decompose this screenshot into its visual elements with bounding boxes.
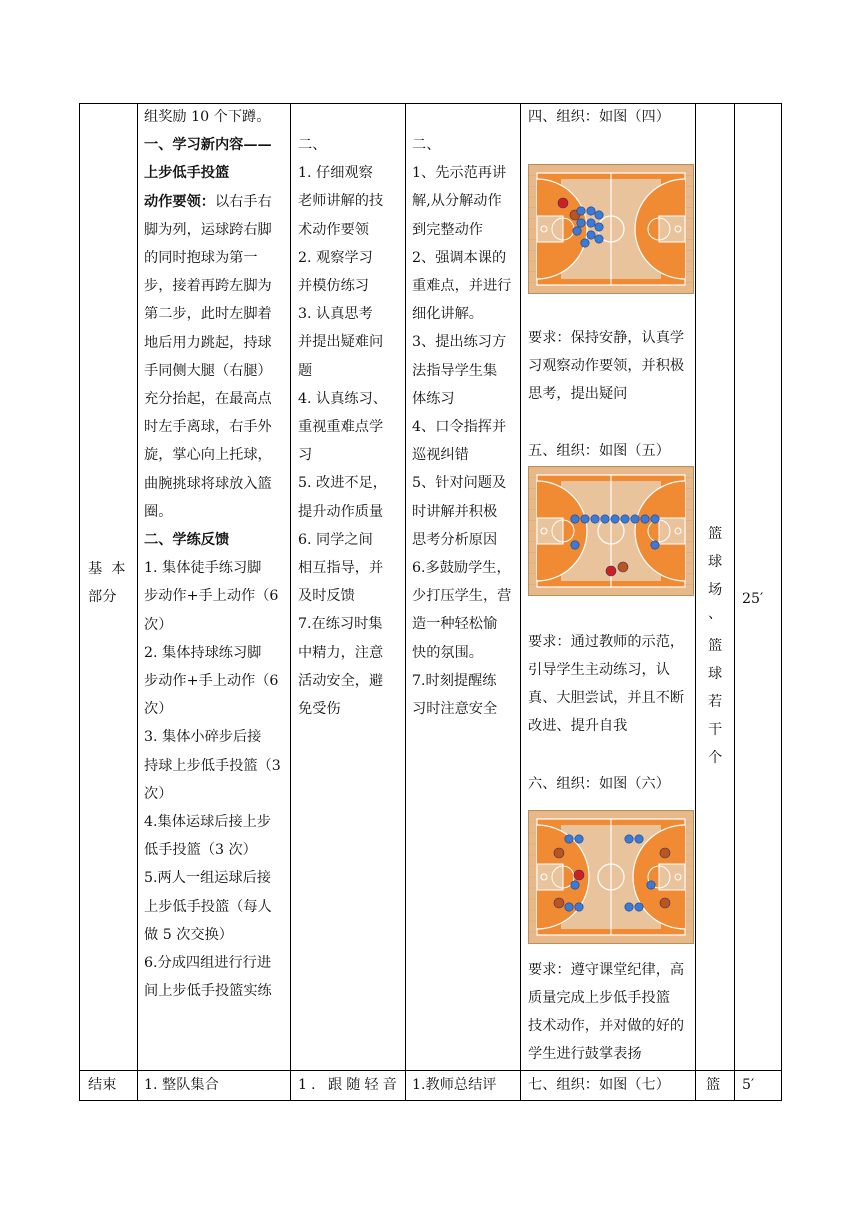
requirement-5-line: 真、大胆尝试，并且不断 <box>528 690 685 706</box>
teacher-activity-line: 巡视纠错 <box>412 447 469 464</box>
ball-icon <box>618 562 628 572</box>
student-marker <box>571 881 579 889</box>
teacher-activity-line: 思考分析原因 <box>412 531 498 548</box>
student-marker <box>595 223 603 231</box>
col-border <box>695 103 696 1101</box>
requirement-5-line: 要求：通过教师的示范， <box>528 634 685 650</box>
content-line: 第二步，此时左脚着 <box>144 306 272 323</box>
time-basic: 25′ <box>742 591 764 607</box>
content-line: 一、学习新内容—— <box>144 137 272 154</box>
teacher-marker <box>606 566 616 576</box>
col-border <box>137 103 138 1101</box>
content-line: 低手投篮（3 次） <box>144 842 257 859</box>
student-marker <box>631 515 639 523</box>
student-activity-line: 习 <box>298 447 313 464</box>
equipment-end: 篮 <box>706 1077 721 1093</box>
ball-icon <box>554 898 564 908</box>
student-marker <box>577 219 585 227</box>
section-label-end: 结束 <box>88 1077 117 1093</box>
student-marker <box>587 231 595 239</box>
student-activity-line: 老师讲解的技 <box>298 193 384 210</box>
teacher-activity-line: 法指导学生集 <box>412 362 498 379</box>
teacher-activity-line: 重难点，并进行 <box>412 278 512 294</box>
student-marker <box>591 515 599 523</box>
content-line: 2. 集体持球练习脚 <box>144 644 262 661</box>
col-border <box>405 103 406 1101</box>
content-line: 持球上步低手投篮（3 <box>144 757 281 774</box>
teacher-marker <box>558 198 568 208</box>
student-marker <box>601 515 609 523</box>
teacher-activity-line: 造一种轻松愉 <box>412 616 498 633</box>
student-activity-line: 3. 认真思考 <box>298 306 373 323</box>
content-line: 曲腕挑球将球放入篮 <box>144 475 272 492</box>
content-line: 的同时抱球为第一 <box>144 250 258 266</box>
student-marker <box>581 515 589 523</box>
requirement-4-line: 要求：保持安静，认真学 <box>528 330 685 346</box>
content-line: 手同侧大腿（右腿） <box>144 362 272 379</box>
equipment-char: 若 <box>708 694 723 710</box>
student-activity-line: 提升动作质量 <box>298 503 384 520</box>
court-diagram-6 <box>528 810 694 944</box>
student-marker <box>575 903 583 911</box>
student-marker <box>571 541 579 549</box>
student-activity-line: 中精力，注意 <box>298 644 384 661</box>
court-diagram-5 <box>528 466 694 596</box>
student-activity-line: 重视重难点学 <box>298 419 384 435</box>
student-activity-line: 1. 仔细观察 <box>298 165 373 182</box>
teacher-activity-line: 3、提出练习方 <box>412 334 507 351</box>
requirement-6-line: 技术动作，并对做的好的 <box>528 1018 685 1034</box>
content-line: 地后用力跳起，持球 <box>144 334 272 351</box>
student-marker <box>573 227 581 235</box>
student-marker <box>595 235 603 243</box>
content-line <box>144 188 272 216</box>
content-line: 次） <box>144 785 173 802</box>
content-line: 圈。 <box>144 503 173 520</box>
student-marker <box>651 541 659 549</box>
student-activity-line: 并提出疑难问 <box>298 334 384 351</box>
teacher-activity-line: 少打压学生，营 <box>412 588 512 605</box>
content-line: 次） <box>144 701 173 718</box>
ball-icon <box>660 898 670 908</box>
content-line: 充分抬起，在最高点 <box>144 391 272 407</box>
teacher-activity-line: 细化讲解。 <box>412 306 483 323</box>
student-activity-line: 相互指导，并 <box>298 560 384 576</box>
student-activity-line: 4. 认真练习、 <box>298 390 387 407</box>
organization-4-label: 四、组织：如图（四） <box>528 109 670 125</box>
equipment-char: 个 <box>708 750 723 766</box>
content-line: 3. 集体小碎步后接 <box>144 729 262 746</box>
content-line: 上步低手投篮（每人 <box>144 898 272 915</box>
table-bottom-border <box>79 1100 781 1101</box>
student-activity-line: 术动作要领 <box>298 221 369 238</box>
student-marker <box>635 903 643 911</box>
student-activity-line: 二、 <box>298 137 327 153</box>
content-line: 步动作+手上动作（6 <box>144 588 279 605</box>
content-line: 4.集体运球后接上步 <box>144 814 272 830</box>
student-marker <box>625 835 633 843</box>
requirement-4-line: 习观察动作要领，并积极 <box>528 358 685 374</box>
student-marker <box>641 515 649 523</box>
ball-icon <box>660 848 670 858</box>
organization-6-label: 六、组织：如图（六） <box>528 776 670 792</box>
student-marker <box>581 239 589 247</box>
student-marker <box>577 207 585 215</box>
student-marker <box>651 515 659 523</box>
content-line: 组奖励 10 个下蹲。 <box>144 109 271 125</box>
equipment-char: 、 <box>708 606 723 622</box>
student-activity-line: 5. 改进不足， <box>298 475 387 492</box>
teacher-activity-line: 时讲解并积极 <box>412 503 498 520</box>
content-line: 次） <box>144 616 173 633</box>
student-marker <box>587 207 595 215</box>
student-activity-line: 2. 观察学习 <box>298 249 373 266</box>
student-activity-line: 及时反馈 <box>298 588 355 605</box>
ball-icon <box>554 848 564 858</box>
section-label-basic: 基 本 <box>88 561 126 577</box>
essentials-label: 动作要领： <box>144 193 215 210</box>
teacher-activity-line: 5、针对问题及 <box>412 475 507 492</box>
student-activity-line: 题 <box>298 362 313 379</box>
organization-7-label: 七、组织：如图（七） <box>528 1077 670 1093</box>
teacher-activity-line: 二、 <box>412 137 441 153</box>
content-line: 5.两人一组运球后接 <box>144 870 272 887</box>
end-content: 1. 整队集合 <box>144 1077 219 1093</box>
organization-5-label: 五、组织：如图（五） <box>528 443 670 459</box>
equipment-char: 球 <box>708 666 723 682</box>
teacher-activity-line: 4、口令指挥并 <box>412 419 507 435</box>
requirement-4-line: 思考，提出疑问 <box>528 386 628 402</box>
court-diagram-4 <box>528 164 694 294</box>
student-activity-line: 6. 同学之间 <box>298 531 373 548</box>
teacher-activity-line: 习时注意安全 <box>412 701 498 717</box>
content-line: 步动作+手上动作（6 <box>144 673 279 689</box>
content-line: 脚为列，运球跨右脚 <box>144 221 272 238</box>
student-marker <box>635 835 643 843</box>
col-border <box>520 103 521 1101</box>
student-marker <box>565 835 573 843</box>
student-marker <box>611 515 619 523</box>
student-activity-line: 免受伤 <box>298 701 341 717</box>
student-marker <box>595 211 603 219</box>
content-line: 时左手离球，右手外 <box>144 419 272 436</box>
teacher-activity-line: 1、先示范再讲 <box>412 165 507 182</box>
equipment-char: 场 <box>708 582 723 598</box>
requirement-5-line: 改进、提升自我 <box>528 718 628 734</box>
student-marker <box>565 903 573 911</box>
content-line: 1. 集体徒手练习脚 <box>144 560 262 577</box>
content-line: 二、学练反馈 <box>144 532 230 548</box>
content-line: 6.分成四组进行行进 <box>144 955 272 971</box>
section-label-basic-2: 部分 <box>88 589 117 605</box>
equipment-char: 篮 <box>708 526 723 542</box>
teacher-activity-line: 2、强调本课的 <box>412 249 507 266</box>
student-marker <box>587 219 595 227</box>
requirement-5-line: 引导学生主动练习，认 <box>528 662 670 678</box>
content-line: 步，接着再跨左脚为 <box>144 278 272 295</box>
student-marker <box>625 903 633 911</box>
equipment-char: 干 <box>708 722 723 738</box>
teacher-activity-line: 快的氛围。 <box>412 644 483 661</box>
student-activity-line: 并模仿练习 <box>298 278 369 294</box>
teacher-marker <box>574 870 584 880</box>
requirement-6-line: 学生进行鼓掌表扬 <box>528 1046 642 1062</box>
content-line: 间上步低手投篮实练 <box>144 983 272 1000</box>
col-border <box>290 103 291 1101</box>
content-line: 上步低手投篮 <box>144 165 230 182</box>
student-marker <box>647 881 655 889</box>
student-marker <box>621 515 629 523</box>
student-activity-line: 活动安全，避 <box>298 672 384 689</box>
equipment-char: 篮 <box>708 638 723 654</box>
equipment-char: 球 <box>708 554 723 570</box>
col-border <box>734 103 735 1101</box>
requirement-6-line: 要求：遵守课堂纪律，高 <box>528 962 685 978</box>
requirement-6-line: 质量完成上步低手投篮 <box>528 990 670 1006</box>
student-marker <box>571 515 579 523</box>
col-border <box>79 103 80 1101</box>
col-border <box>781 103 782 1101</box>
content-line: 做 5 次交换） <box>144 926 233 943</box>
teacher-activity-line: 6.多鼓励学生， <box>412 560 511 576</box>
end-student-activity: 1. 跟随轻音 <box>298 1077 401 1093</box>
student-activity-line: 7.在练习时集 <box>298 616 383 633</box>
teacher-activity-line: 体练习 <box>412 390 455 407</box>
essentials-text: 以右手右 <box>214 193 272 210</box>
teacher-activity-line: 7.时刻提醒练 <box>412 672 497 689</box>
end-teacher-activity: 1.教师总结评 <box>412 1077 497 1093</box>
student-marker <box>575 835 583 843</box>
time-end: 5′ <box>742 1077 755 1093</box>
content-line: 旋，掌心向上托球， <box>144 447 272 464</box>
teacher-activity-line: 解,从分解动作 <box>412 193 502 210</box>
teacher-activity-line: 到完整动作 <box>412 221 483 238</box>
